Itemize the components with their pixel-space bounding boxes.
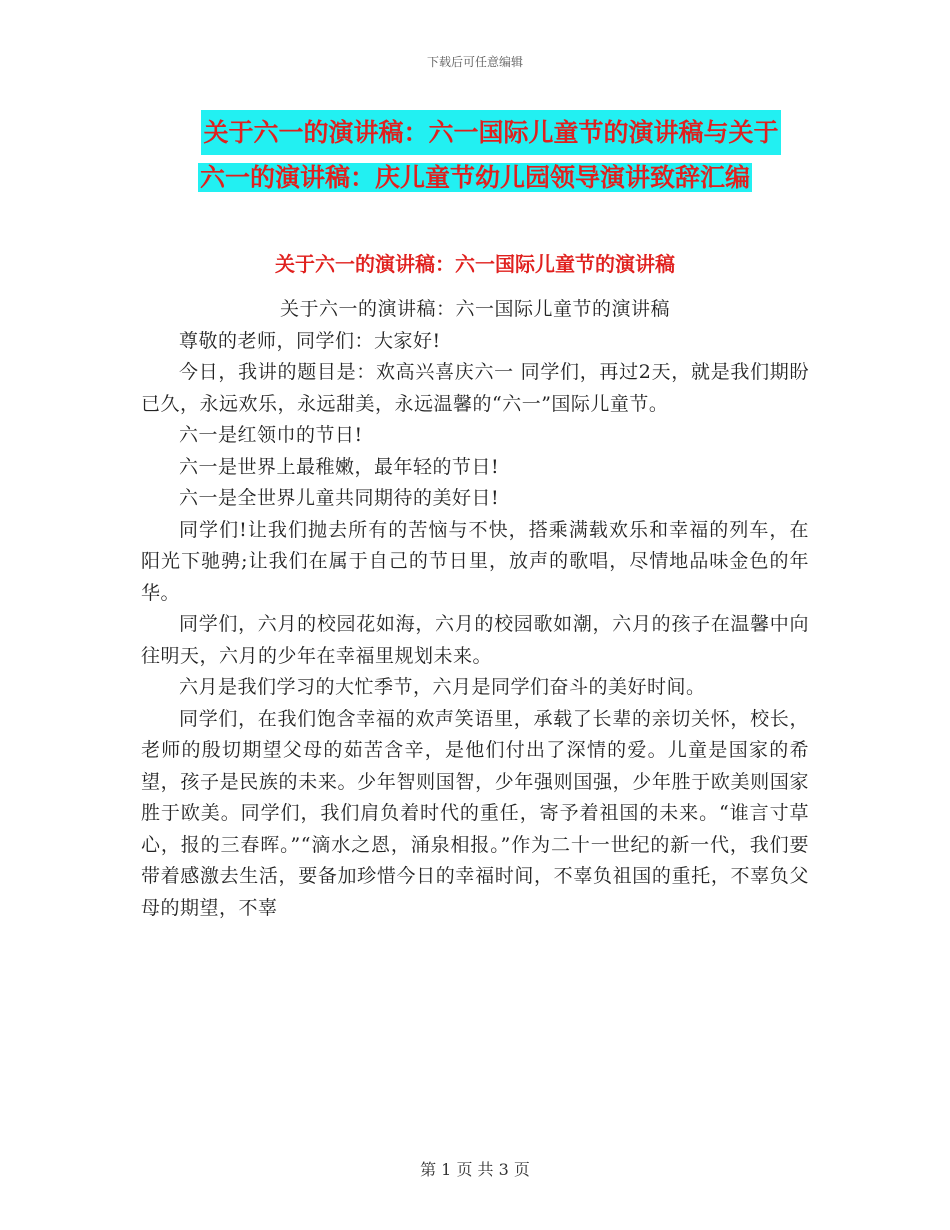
paragraph: 关于六一的演讲稿：六一国际儿童节的演讲稿 <box>279 298 670 320</box>
paragraph: 同学们，六月的校园花如海，六月的校园歌如潮，六月的孩子在温馨中向往明天，六月的少年在幸福里规划未来。 <box>141 613 809 667</box>
page-header: 下载后可任意编辑 <box>426 55 523 69</box>
paragraph: 六一是红领巾的节日! <box>179 424 363 446</box>
paragraph: 六一是世界上最稚嫩，最年轻的节日! <box>179 455 500 478</box>
document-body <box>141 294 809 924</box>
document-title <box>0 110 950 200</box>
paragraph: 尊敬的老师，同学们：大家好! <box>179 329 441 352</box>
paragraph: 今日，我讲的题目是：欢高兴喜庆六一 同学们，再过2天，就是我们期盼已久，永远欢乐，永远甜美，永远温馨的“六一”国际儿童节。 <box>141 361 809 415</box>
title-line-1: 关于六一的演讲稿：六一国际儿童节的演讲稿与关于 <box>201 110 780 155</box>
paragraph: 六一是全世界儿童共同期待的美好日! <box>179 487 500 509</box>
paragraph: 同学们，在我们饱含幸福的欢声笑语里，承载了长辈的亲切关怀，校长，老师的殷切期望父母的茹苦含辛，是他们付出了深情的爱。儿童是国家的希望，孩子是民族的未来。少年智则国智，少年强则国强，少年胜于欧美则国家胜于欧美。同学们，我们肩负着时代的重任，寄予着祖国的未来。“谁言寸草心，报的三春晖。”“滴水之恩，涌泉相报。”作为二十一世纪的新一代，我们要带着感激去生活，要备加珍惜今日的幸福时间，不辜负祖国的重托，不辜负父母的期望，不辜 <box>141 707 809 919</box>
paragraph: 六月是我们学习的大忙季节，六月是同学们奋斗的美好时间。 <box>179 676 706 698</box>
page-footer: 第 1 页 共 3 页 <box>420 1160 530 1179</box>
section-title: 关于六一的演讲稿：六一国际儿童节的演讲稿 <box>275 252 675 276</box>
paragraph: 同学们!让我们抛去所有的苦恼与不快，搭乘满载欢乐和幸福的列车，在阳光下驰骋;让我们在属于自己的节日里，放声的歌唱，尽情地品味金色的年华。 <box>141 518 809 604</box>
title-line-2: 六一的演讲稿：庆儿童节幼儿园领导演讲致辞汇编 <box>199 163 750 192</box>
